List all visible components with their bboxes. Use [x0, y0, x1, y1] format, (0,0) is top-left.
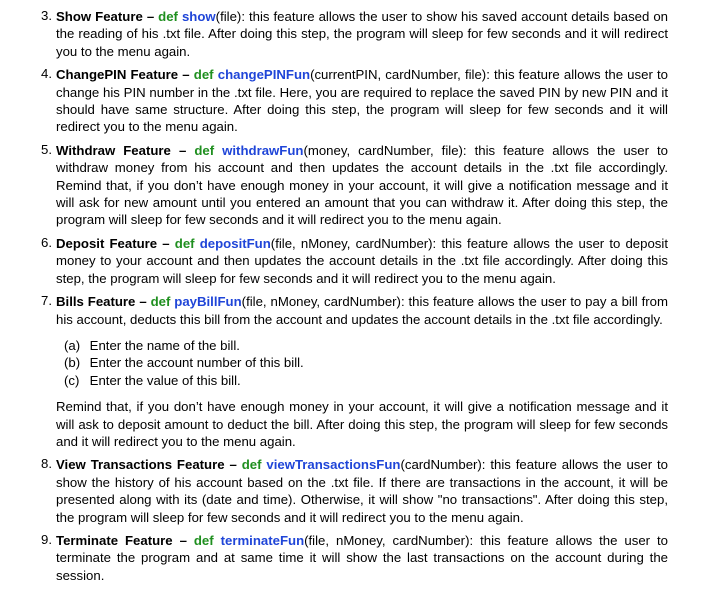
item-title: Deposit Feature [56, 235, 158, 251]
sub-list-item [64, 354, 668, 371]
item-body [56, 235, 668, 287]
dash: – [142, 9, 159, 24]
sub-label: (a) [64, 337, 81, 353]
item-description: (file, nMoney, cardNumber): this feature allows the user to pay a bill from his account, deducts this bill from the account and updates the account details in the .txt file accordingly. [56, 294, 668, 327]
item-title: ChangePIN Feature [56, 67, 179, 83]
item-title: Show Feature [56, 9, 143, 24]
item-title: Bills Feature [56, 294, 136, 310]
item-description: (cardNumber): this feature allows the user to show the history of his account based on the .txt file. If there are transactions in the account, it will be presented along with its (date and time). Otherwise, it will show "no transactions". After doing this step, the program will sleep for few seconds and it will redirect you to the menu again. [56, 457, 668, 525]
dash: – [172, 532, 194, 548]
sub-list-item [64, 337, 668, 354]
item-number: 8. [41, 456, 52, 472]
dash: – [224, 457, 242, 473]
sub-label: (b) [64, 355, 81, 371]
function-name: payBillFun [174, 294, 242, 310]
item-after-paragraph: Remind that, if you don’t have enough money in your account, it will give a notification message and it will ask to deposit amount to deduct the bill. After doing this step, the program will sleep for few seconds and it will redirect you to the menu again. [56, 399, 668, 449]
dash: – [157, 235, 175, 251]
item-body [56, 532, 668, 584]
list-item-withdraw [30, 142, 668, 229]
item-body [56, 8, 668, 60]
item-description: (file, nMoney, cardNumber): this feature allows the user to terminate the program and at same time it will show the last transactions on the account during the session. [56, 532, 668, 583]
item-title: Withdraw Feature [56, 142, 171, 158]
item-number: 4. [41, 66, 52, 82]
item-number: 9. [41, 531, 52, 547]
item-number: 7. [41, 293, 52, 309]
function-name: withdrawFun [222, 142, 304, 158]
sub-text: Enter the name of the bill. [89, 337, 240, 353]
def-keyword: def [174, 235, 195, 251]
item-body [56, 293, 668, 450]
item-body [56, 456, 668, 526]
item-number: 6. [41, 234, 52, 250]
function-name: depositFun [199, 235, 271, 251]
def-keyword: def [241, 457, 262, 473]
sub-text: Enter the account number of this bill. [89, 355, 304, 371]
document-page [30, 8, 668, 590]
list-item-bills [30, 293, 668, 450]
item-description: (currentPIN, cardNumber, file): this feature allows the user to change his PIN number in the .txt file. Here, you are required to replace the saved PIN by new PIN and it should have same structure. After doing this step, the program will sleep for few seconds and it will redirect you to the menu again. [56, 67, 668, 135]
item-description: (file, nMoney, cardNumber): this feature allows the user to deposit money to your account and then updates the account details in the .txt file accordingly. After doing this step, the program will sleep for few seconds and it will redirect you to the menu again. [56, 235, 668, 286]
function-name: terminateFun [220, 532, 305, 548]
dash: – [135, 294, 151, 310]
item-title: View Transactions Feature [56, 457, 225, 473]
dash: – [178, 67, 194, 83]
def-keyword: def [150, 294, 171, 310]
function-name: viewTransactionsFun [266, 457, 401, 473]
function-name: show [181, 9, 216, 24]
list-item-view-transactions [30, 456, 668, 526]
def-keyword: def [193, 532, 214, 548]
dash: – [170, 142, 195, 158]
def-keyword: def [193, 67, 214, 83]
sub-list [64, 337, 668, 389]
item-description: (file): this feature allows the user to show his saved account details based on the reading of his .txt file. After doing this step, the program will sleep for few seconds and it will redirect you to the menu again. [56, 9, 669, 59]
sub-text: Enter the value of this bill. [89, 372, 241, 388]
item-body [56, 66, 668, 136]
item-number: 5. [41, 141, 52, 157]
list-item-show [30, 8, 668, 60]
item-description: (money, cardNumber, file): this feature allows the user to withdraw money from his account and then updates the account details in the .txt file accordingly. Remind that, if you don’t have enough money in your account, it will give a notification message and it will ask for new amount until you entered an amount that you can withdraw it. After doing this step, the program will sleep for few seconds and it will redirect you to the menu again. [56, 142, 668, 228]
item-body [56, 142, 668, 229]
def-keyword: def [194, 142, 215, 158]
list-item-deposit [30, 235, 668, 287]
item-title: Terminate Feature [56, 532, 173, 548]
function-name: changePINFun [217, 67, 311, 83]
list-item-changepin [30, 66, 668, 136]
sub-label: (c) [64, 372, 80, 388]
list-item-terminate [30, 532, 668, 584]
sub-list-item [64, 372, 668, 389]
item-number: 3. [41, 8, 52, 23]
item-paragraph [56, 293, 668, 328]
def-keyword: def [158, 9, 178, 24]
